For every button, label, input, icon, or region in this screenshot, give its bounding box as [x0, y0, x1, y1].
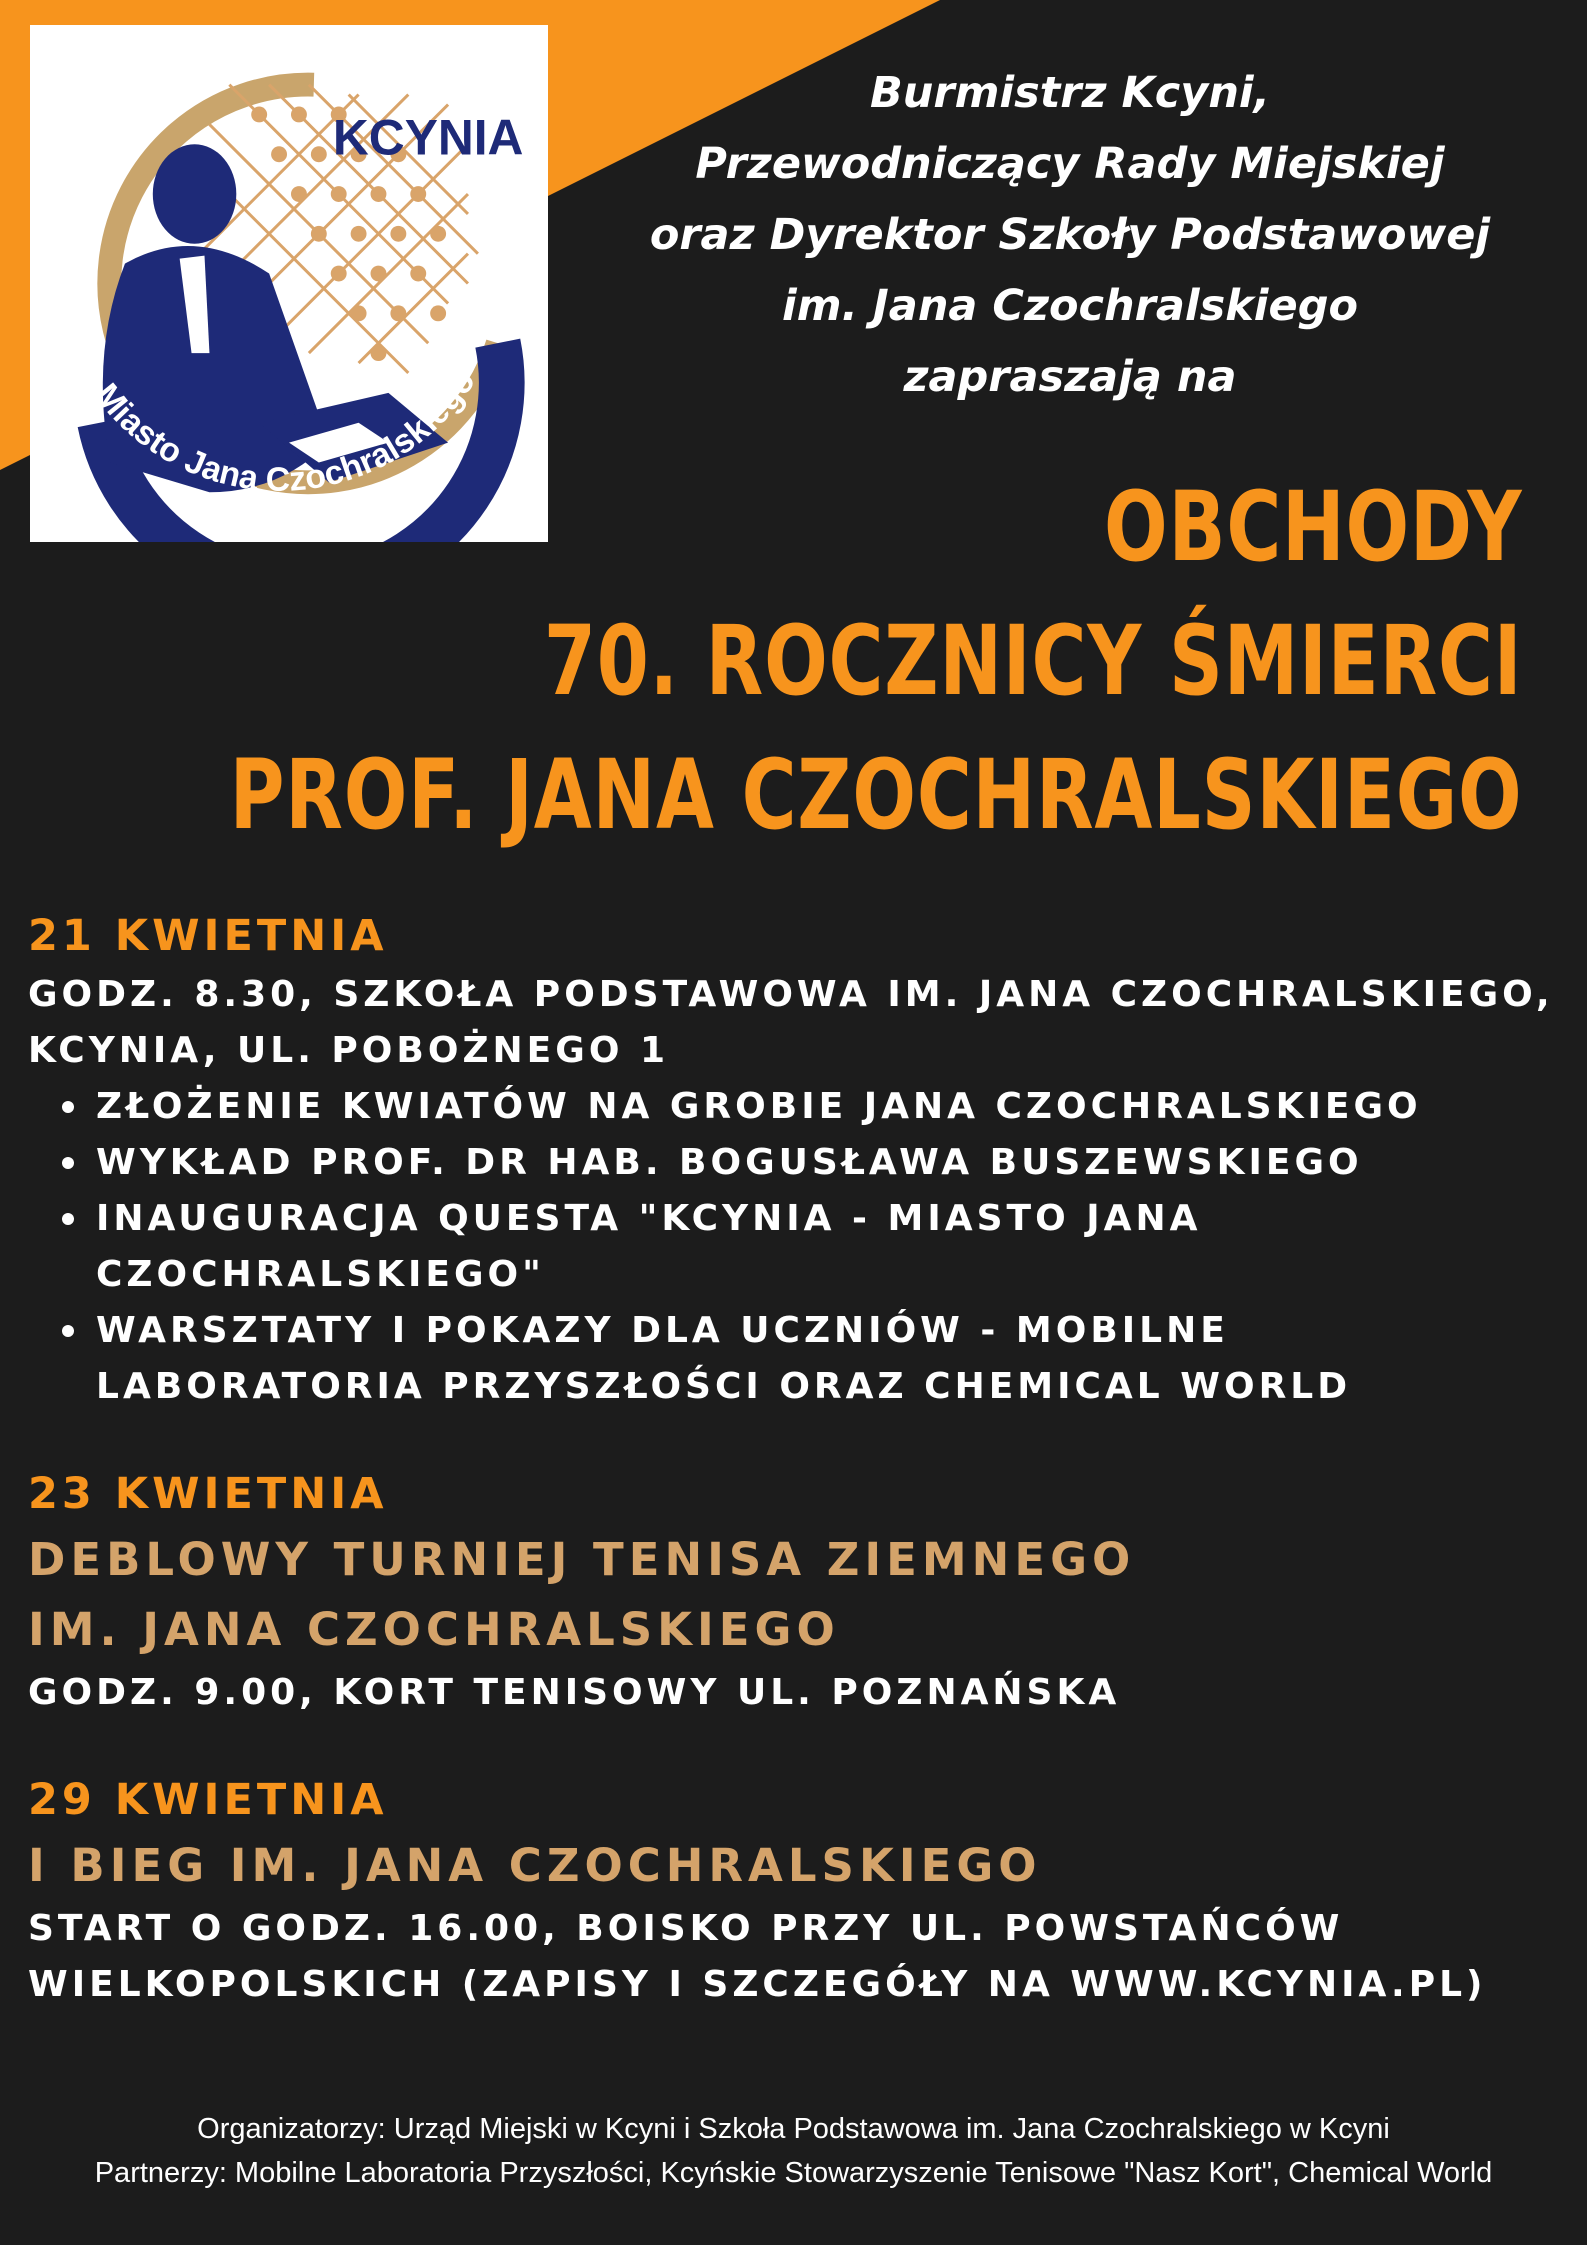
list-item: WARSZTATY I POKAZY DLA UCZNIÓW - MOBILNE LABORATORIA PRZYSZŁOŚCI ORAZ CHEMICAL WORLD	[96, 1303, 1568, 1415]
event-date: 23 KWIETNIA	[28, 1469, 388, 1519]
intro-line: oraz Dyrektor Szkoły Podstawowej	[649, 210, 1491, 260]
event-schedule	[28, 905, 1568, 2013]
title-line: OBCHODY	[1103, 471, 1522, 583]
event-detail: WIELKOPOLSKICH (ZAPISY I SZCZEGÓŁY NA WWW.KCYNIA.PL)	[28, 1964, 1487, 2005]
list-item: WYKŁAD PROF. DR HAB. BOGUSŁAWA BUSZEWSKIEGO	[96, 1135, 1568, 1191]
intro-line: Burmistrz Kcyni,	[869, 68, 1271, 118]
footer-credits	[0, 2107, 1587, 2195]
footer-partners: Partnerzy: Mobilne Laboratoria Przyszłości, Kcyńskie Stowarzyszenie Tenisowe "Nasz Kort", Chemical World	[94, 2157, 1493, 2189]
event-detail: START O GODZ. 16.00, BOISKO PRZY UL. POWSTAŃCÓW	[28, 1908, 1344, 1949]
footer-organizers: Organizatorzy: Urząd Miejski w Kcyni i Szkoła Podstawowa im. Jana Czochralskiego w Kcyni	[197, 2113, 1390, 2145]
event-date: 29 KWIETNIA	[28, 1775, 388, 1825]
event-29-april	[28, 1769, 1568, 2013]
event-name: I BIEG IM. JANA CZOCHRALSKIEGO	[28, 1839, 1042, 1892]
logo-brand: KCYNIA	[332, 109, 524, 166]
event-name: DEBLOWY TURNIEJ TENISA ZIEMNEGO	[28, 1533, 1136, 1586]
invitation-intro	[640, 58, 1500, 413]
title-line: PROF. JANA CZOCHRALSKIEGO	[229, 739, 1522, 851]
event-place: GODZ. 8.30, SZKOŁA PODSTAWOWA IM. JANA CZOCHRALSKIEGO,	[28, 974, 1554, 1015]
main-title	[229, 460, 1522, 862]
event-23-april	[28, 1463, 1568, 1721]
intro-line: zapraszają na	[903, 352, 1237, 402]
list-item: INAUGURACJA QUESTA "KCYNIA - MIASTO JANA CZOCHRALSKIEGO"	[96, 1191, 1568, 1303]
title-line: 70. ROCZNICY ŚMIERCI	[543, 605, 1522, 717]
event-21-april	[28, 905, 1568, 1415]
event-detail: GODZ. 9.00, KORT TENISOWY UL. POZNAŃSKA	[28, 1672, 1121, 1713]
intro-line: im. Jana Czochralskiego	[781, 281, 1359, 331]
event-place: KCYNIA, UL. POBOŻNEGO 1	[28, 1030, 669, 1071]
intro-line: Przewodniczący Rady Miejskiej	[695, 139, 1445, 189]
event-name: IM. JANA CZOCHRALSKIEGO	[28, 1603, 840, 1656]
event-program-list	[28, 1079, 1568, 1415]
list-item: ZŁOŻENIE KWIATÓW NA GROBIE JANA CZOCHRALSKIEGO	[96, 1079, 1568, 1135]
logo-ring-text: Miasto Jana Czochralskiego	[87, 363, 483, 499]
event-date: 21 KWIETNIA	[28, 911, 388, 961]
